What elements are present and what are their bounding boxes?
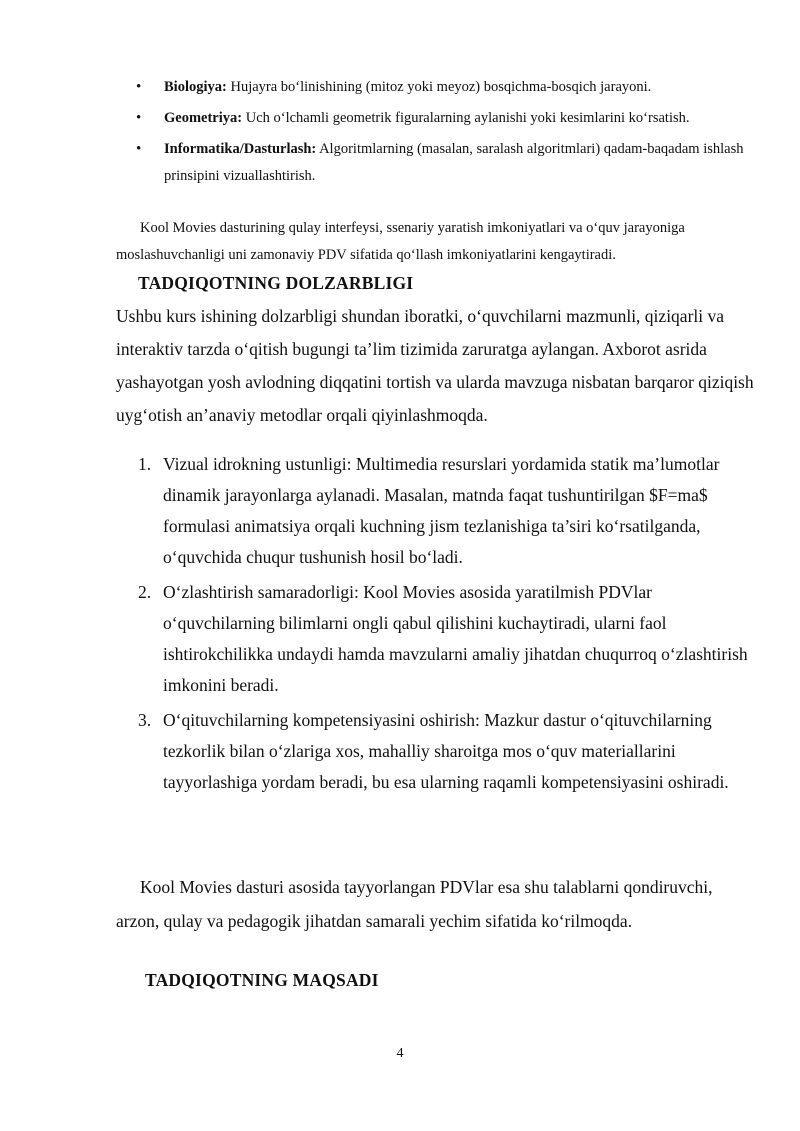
list-item: [116, 105, 756, 132]
bullet-text: Hujayra bo‘linishining (mitoz yoki meyoz) bosqichma-bosqich jarayoni.: [226, 79, 652, 95]
item-text: O‘qituvchilarning kompetensiyasini oshirish: Mazkur dastur o‘qituvchilarning tezkorlik bilan o‘zlariga xos, mahalliy sharoitga mos o‘quv materiallarini tayyorlashiga yordam beradi, bu esa ularning raqamli kompetensiyasini oshiradi.: [163, 710, 729, 792]
item-number: 3.: [138, 710, 152, 730]
list-item: [116, 74, 756, 101]
bullet-icon: •: [136, 141, 142, 157]
section-heading-goal: TADQIQOTNING MAQSADI: [145, 970, 379, 990]
closing-paragraph: Kool Movies dasturi asosida tayyorlangan PDVlar esa shu talablarni qondiruvchi, arzon, qulay va pedagogik jihatdan samarali yechim sifatida ko‘rilmoqda.: [116, 877, 713, 931]
section-heading-relevance: TADQIQOTNING DOLZARBLIGI: [138, 273, 414, 293]
intro-paragraph: Kool Movies dasturining qulay interfeysi, ssenariy yaratish imkoniyatlari va o‘quv jarayoniga moslashuvchanligi uni zamonaviy PDV sifatida qo‘llash imkoniyatlarini kengaytiradi.: [116, 220, 685, 263]
bullet-text: Algoritmlarning (masalan, saralash algoritmlari) qadam-baqadam ishlash prinsipini vizuallashtirish.: [164, 141, 744, 184]
bullet-term: Geometriya:: [164, 110, 243, 126]
list-item: [116, 449, 756, 573]
item-text: O‘zlashtirish samaradorligi: Kool Movies asosida yaratilmish PDVlar o‘quvchilarning bilimlarni ongli qabul qilishini kuchaytiradi, ularni faol ishtirokchilikka undaydi hamda mavzularni amaliy jihatdan chuqurroq o‘zlashtirish imkonini beradi.: [163, 582, 748, 695]
bullet-text: Uch o‘lchamli geometrik figuralarning aylanishi yoki kesimlarini ko‘rsatish.: [242, 110, 690, 126]
bullet-icon: •: [136, 110, 142, 126]
list-item: [116, 136, 756, 190]
list-item: [116, 577, 756, 701]
bullet-term: Informatika/Dasturlash:: [164, 141, 317, 157]
page-number: 4: [396, 1046, 404, 1061]
item-number: 2.: [138, 582, 152, 602]
bullet-list: [116, 74, 756, 194]
item-text: Vizual idrokning ustunligi: Multimedia resurslari yordamida statik ma’lumotlar dinamik jarayonlarga aylanadi. Masalan, matnda faqat tushuntirilgan $F=ma$ formulasi animatsiya orqali kuchning jism tezlanishiga ta’siri ko‘rsatilganda, o‘quvchida chuqur tushunish hosil bo‘ladi.: [163, 454, 720, 567]
relevance-paragraph: Ushbu kurs ishining dolzarbligi shundan iboratki, o‘quvchilarni mazmunli, qiziqarli va interaktiv tarzda o‘qitish bugungi ta’lim tizimida zaruratga aylangan. Axborot asrida yashayotgan yosh avlodning diqqatini tortish va ularda mavzuga nisbatan barqaror qiziqish uyg‘otish an’anaviy metodlar orqali qiyinlashmoqda.: [116, 306, 754, 425]
bullet-term: Biologiya:: [164, 79, 227, 95]
list-item: [116, 705, 756, 798]
bullet-icon: •: [136, 79, 142, 95]
item-number: 1.: [138, 454, 152, 474]
numbered-list: [116, 449, 756, 802]
